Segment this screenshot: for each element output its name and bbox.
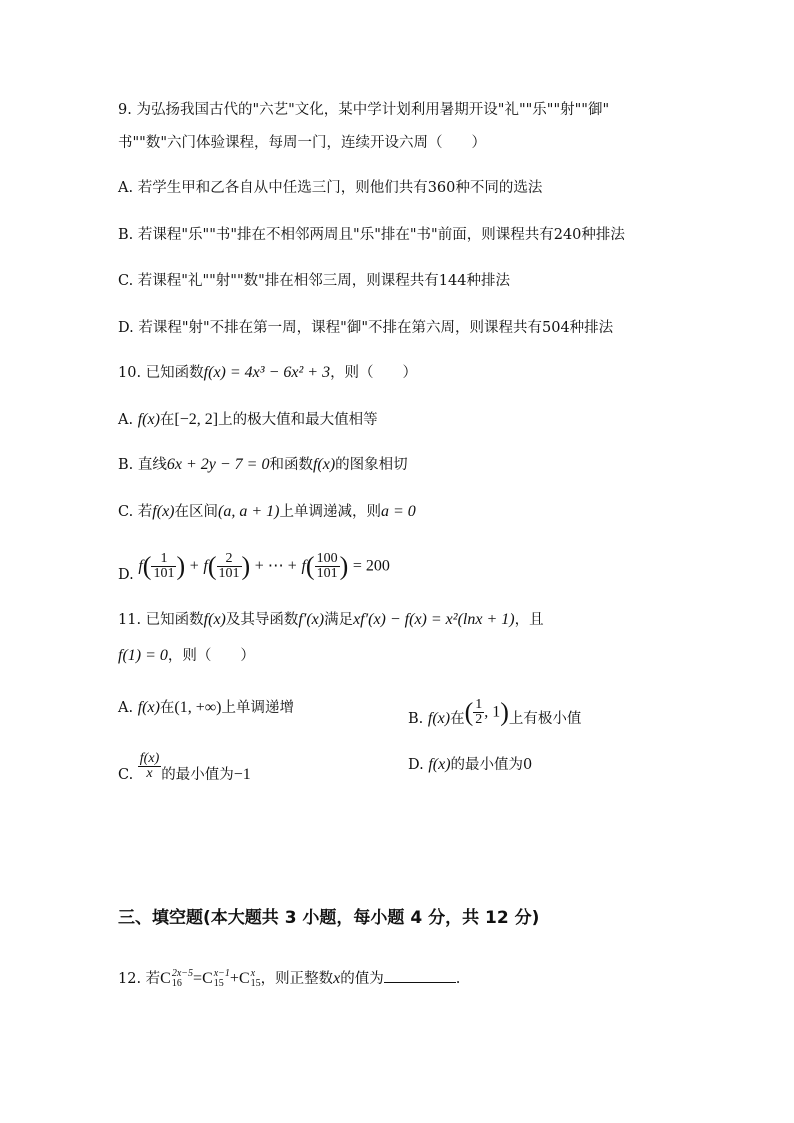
q12-combination-3-indices [251, 969, 261, 989]
q11-equation: xf′(x) − f(x) = x²(lnx + 1) [353, 611, 515, 628]
q10-option-b [118, 455, 408, 475]
q10-d-f2: f [203, 557, 208, 575]
q10-c-text2: 上单调递减，则 [279, 504, 381, 520]
q12-combination-3: C [238, 970, 250, 987]
q10-b-line-equation: 6x + 2y − 7 = 0 [166, 456, 270, 473]
q11-b-text1: 在 [450, 710, 465, 727]
q12-c3-sub: 15 [250, 978, 261, 989]
q11-option-d [408, 755, 532, 775]
q11-a-interval: (1, +∞) [174, 699, 222, 716]
q10-d-label: D. [118, 566, 134, 583]
q9-stem-line2: 书""数"六门体验课程，每周一门，连续开设六周（ ） [118, 135, 487, 151]
q10-d-f1: f [138, 557, 143, 575]
q11-d-label: D. [408, 757, 424, 773]
q11-text2: 满足 [324, 612, 354, 628]
q10-option-d: D. f( $\frac{1}{101}$ ) + f( $\frac{2}{101}$ ) + ⋯ + f( $\frac{100}{101}$ ) = 200 [118, 551, 390, 583]
q11-b-text2: 上有极小值 [508, 710, 582, 727]
q12-plus: + [229, 970, 239, 987]
q10-a-label: A. [118, 412, 134, 428]
q12-equals: = [193, 970, 203, 987]
q11-b-label: B. [408, 710, 424, 727]
q11-d-text1: 的最小值为0 [450, 757, 533, 773]
q10-d-frac2-den: 101 [218, 566, 240, 581]
q9-option-b: B. 若课程"乐""书"排在不相邻两周且"乐"排在"书"前面，则课程共有240种排法 [118, 227, 625, 243]
q9-option-d: D. 若课程"射"不排在第一周，课程"御"不排在第六周，则课程共有504种排法 [118, 320, 614, 336]
q10-d-equals: = 200 [352, 557, 390, 575]
q10-a-text2: 上的极大值和最大值相等 [218, 412, 378, 428]
q12-c1-sup: 2x−5 [171, 968, 194, 979]
q9-option-c: C. 若课程"礼""射""数"排在相邻三周，则课程共有144种排法 [118, 273, 510, 289]
q9-stem-line1: 9. 为弘扬我国古代的"六艺"文化，某中学计划利用暑期开设"礼""乐""射""御" [118, 102, 610, 118]
q10-d-frac1-den: 101 [153, 566, 175, 581]
q10-option-a [118, 410, 378, 430]
q12-text1: ，则正整数 [260, 971, 334, 987]
q10-c-label: C. 若 [118, 504, 153, 520]
q11-option-a [118, 698, 294, 718]
q11-a-function: f(x) [137, 699, 160, 716]
q10-b-label: B. 直线 [118, 457, 167, 473]
q11-c-frac-den: x [146, 766, 153, 781]
q12-combination-1-indices [172, 969, 193, 989]
q11-d-function: f(x) [428, 756, 451, 773]
q12-c1-sub: 16 [171, 978, 182, 989]
q12-c3-sup: x [250, 968, 256, 979]
q11-condition: f(1) = 0 [118, 647, 168, 664]
q12-variable: x [333, 970, 341, 987]
q11-c-label: C. [118, 766, 134, 783]
q10-d-frac3 [315, 552, 340, 581]
q10-c-text1: 在区间 [174, 504, 218, 520]
q12-end: . [455, 971, 461, 987]
q11-stem-line2 [118, 646, 255, 666]
q11-a-label: A. [118, 700, 134, 716]
q11-b-frac-num: 1 [475, 697, 483, 712]
q10-c-interval: (a, a + 1) [218, 503, 280, 520]
q11-c-text1: 的最小值为 [161, 766, 234, 783]
q11-b-function: f(x) [427, 709, 451, 727]
q12-combination-2: C [202, 970, 213, 987]
q11-text1: 及其导函数 [225, 612, 299, 628]
q12-text2: 的值为 [340, 971, 384, 987]
q10-d-f3: f [301, 557, 306, 575]
q11-function: f(x) [203, 611, 226, 628]
q11-text3: ，且 [514, 612, 544, 628]
q10-a-interval: [−2, 2] [174, 411, 219, 428]
q12-answer-blank[interactable] [384, 968, 456, 983]
q11-b-frac-den: 2 [475, 712, 483, 727]
q10-tail: ，则（ ） [330, 365, 418, 381]
q12-c2-sub: 15 [213, 978, 224, 989]
q10-c-result: a = 0 [380, 503, 416, 520]
q10-stem [118, 363, 417, 383]
q11-b-interval-end: , 1 [484, 703, 501, 721]
section-three-title: 三、填空题(本大题共 3 小题，每小题 4 分，共 12 分) [118, 908, 540, 928]
q11-c-value: −1 [233, 765, 251, 783]
q11-text4: ，则（ ） [167, 648, 255, 664]
q10-a-text1: 在 [159, 412, 175, 428]
q10-d-frac1 [151, 552, 176, 581]
q10-a-function: f(x) [137, 411, 160, 428]
q10-d-frac3-den: 101 [316, 566, 338, 581]
q10-b-text2: 的图象相切 [335, 457, 408, 473]
q10-intro: 10. 已知函数 [118, 365, 204, 381]
q10-c-function: f(x) [152, 503, 175, 520]
q9-option-a: A. 若学生甲和乙各自从中任选三门，则他们共有360种不同的选法 [118, 180, 543, 196]
q10-function: f(x) = 4x³ − 6x² + 3 [203, 364, 331, 381]
q12-c2-sup: x−1 [213, 968, 230, 979]
q11-stem-line1 [118, 610, 544, 630]
q12-stem [118, 968, 460, 989]
q11-b-fraction [473, 698, 484, 727]
q10-d-frac2-num: 2 [217, 552, 242, 567]
q10-d-frac1-num: 1 [151, 552, 176, 567]
q12-combination-1: C [160, 970, 171, 987]
q12-intro: 12. 若 [118, 971, 161, 987]
q11-a-text2: 上单调递增 [221, 700, 294, 716]
q10-d-frac3-num: 100 [316, 551, 338, 566]
q11-a-text1: 在 [159, 700, 175, 716]
q11-option-c [118, 752, 251, 781]
q10-d-dots: + ⋯ + [254, 557, 297, 575]
q11-c-fraction [138, 752, 161, 781]
q10-b-function: f(x) [312, 456, 336, 473]
q11-intro: 11. 已知函数 [118, 612, 204, 628]
q12-combination-2-indices [214, 969, 230, 989]
q10-d-plus: + [189, 557, 199, 575]
q10-d-frac2 [217, 552, 242, 581]
q11-c-frac-num: f(x) [139, 751, 160, 766]
q10-b-text1: 和函数 [269, 457, 313, 473]
q11-derivative: f′(x) [298, 611, 325, 628]
q11-option-b: B. f(x)在( $\frac{1}{2}$ , 1)上有极小值 [408, 697, 582, 727]
q10-option-c [118, 502, 416, 522]
